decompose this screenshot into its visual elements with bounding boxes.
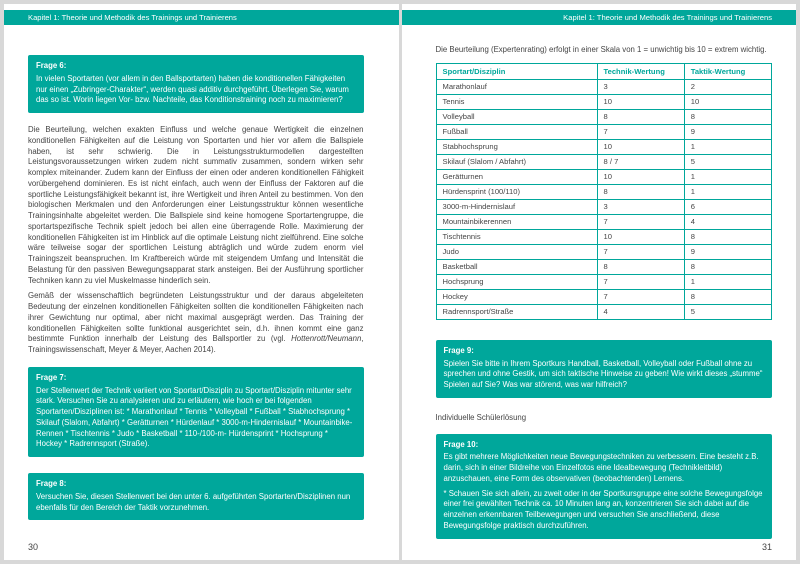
cell-sportart: Hochsprung xyxy=(436,274,597,289)
frage-10-text-2: * Schauen Sie sich allein, zu zweit oder in der Sportkursgruppe eine solche Bewegungsfolge einer frei gewählten Technik ca. 10 Minuten lang an, konzentrieren Sie sich dabei auf die einzelnen erkennbaren Teilbewegungen und versuchen Sie anschließend, diese Bewegungsfolge praktisch durchzuführen. xyxy=(443,488,763,530)
frage-10-box xyxy=(436,434,773,539)
cell-sportart: Judo xyxy=(436,244,597,259)
cell-taktik-wertung: 9 xyxy=(684,244,771,259)
cell-technik-wertung: 8 / 7 xyxy=(597,154,684,169)
chapter-header-bar-right xyxy=(402,10,797,25)
page-30 xyxy=(4,4,399,560)
frage-6-text: In vielen Sportarten (vor allem in den Ballsportarten) haben die konditionellen Fähigkeiten nur einen „Zubringer-Charakter“, werden quasi additiv durchgeführt. Überlegen Sie, warum das so ist. Worin liegen Vor- bzw. Nachteile, das Konditionstraining noch zu maximieren? xyxy=(36,73,349,105)
cell-technik-wertung: 10 xyxy=(597,169,684,184)
frage-9-box xyxy=(436,340,773,398)
table-row xyxy=(436,259,772,274)
cell-sportart: Hürdensprint (100/110) xyxy=(436,184,597,199)
table-row xyxy=(436,169,772,184)
cell-taktik-wertung: 6 xyxy=(684,199,771,214)
table-row xyxy=(436,109,772,124)
cell-sportart: Fußball xyxy=(436,124,597,139)
ratings-table-head xyxy=(436,63,772,79)
frage-7-box xyxy=(28,367,364,457)
chapter-title-right: Kapitel 1: Theorie und Methodik des Trainings und Trainierens xyxy=(563,13,772,22)
page-31 xyxy=(402,4,797,560)
analysis-paragraph: Die Beurteilung, welchen exakten Einfluss und welche genaue Wertigkeit die einzelnen konditionellen Fähigkeiten auf die Leistung von Sportarten und hier vor allem die Ballspiele haben, ist sehr schwierig. Die in Leistungsstrukturmodellen dargestellten Leistungsvoraussetzungen wirken zudem nicht summativ zusammen, sondern wirken sehr komplex miteinander. Zudem kann der Einfluss der einen oder anderen konditionellen Fähigkeit vorübergehend dominieren. Es ist nicht einfach, auch wenn der Einfluss der Faktoren auf die sportliche Leistungsfähigkeit bekannt ist, ihre Wertigkeit und ihren Anteil zu bestimmen. Von den biologischen Merkmalen und den Anforderungen einer Leistungsstruktur können wesentliche Trainingsinhalte abgeleitet werden. Die Ballspiele sind keine homogene Sportartengruppe, die sportartspezifische Technik spielt jedoch bei allen eine überragende Rolle. Maximierung der konditionellen Fähigkeiten ist im Hinblick auf die optimale Leistung nicht zielführend. Eine solche wäre teilweise sogar der sportlichen Leistung abträglich und würde zudem enorm viel Trainingszeit beanspruchen. Im Kraftbereich würde mit steigendem Umfang und Intensität die Belastung für den passiven Bewegungsapparat stark ansteigen. Bei der Ausführung sportlicher Techniken kann zu viel Muskelmasse hinderlich sein. xyxy=(28,125,364,285)
cell-technik-wertung: 7 xyxy=(597,214,684,229)
cell-taktik-wertung: 8 xyxy=(684,289,771,304)
conclusion-text-after-citation: , Trainingswissenschaft, Meyer & Meyer, Aachen 2014). xyxy=(28,334,364,354)
cell-taktik-wertung: 1 xyxy=(684,184,771,199)
table-header-row xyxy=(436,63,772,79)
cell-taktik-wertung: 8 xyxy=(684,259,771,274)
table-row xyxy=(436,274,772,289)
cell-technik-wertung: 7 xyxy=(597,124,684,139)
frage-8-box xyxy=(28,473,364,520)
cell-taktik-wertung: 8 xyxy=(684,229,771,244)
frage-7-text: Der Stellenwert der Technik variiert von Sportart/Disziplin zu Sportart/Disziplin mitunter sehr stark. Versuchen Sie zu analysieren und zu erläutern, wie hoch er bei folgenden Sportarten/Disziplinen ist: * Marathonlauf * Tennis * Volleyball * Fußball * Stabhochsprung * Skilauf (Slalom, Abfahrt) * Gerätturnen * Hürdenlauf * 3000-m-Hindernislauf * Mountainbike-Rennen * Tischtennis * Judo * Basketball * 110-/100-m- Hürdensprint * Hochsprung * Hockey * Radrennsport (Straße). xyxy=(36,385,353,449)
cell-technik-wertung: 10 xyxy=(597,229,684,244)
frage-10-title: Frage 10: xyxy=(443,439,479,449)
cell-sportart: Radrennsport/Straße xyxy=(436,304,597,319)
frage-9-title: Frage 9: xyxy=(443,345,474,355)
table-row xyxy=(436,229,772,244)
cell-technik-wertung: 7 xyxy=(597,289,684,304)
cell-technik-wertung: 10 xyxy=(597,94,684,109)
table-row xyxy=(436,79,772,94)
cell-sportart: Volleyball xyxy=(436,109,597,124)
frage-6-box xyxy=(28,55,364,113)
cell-sportart: Skilauf (Slalom / Abfahrt) xyxy=(436,154,597,169)
cell-taktik-wertung: 2 xyxy=(684,79,771,94)
cell-taktik-wertung: 8 xyxy=(684,109,771,124)
table-row xyxy=(436,244,772,259)
table-row xyxy=(436,214,772,229)
individual-solution-note: Individuelle Schülerlösung xyxy=(435,412,527,422)
cell-sportart: Stabhochsprung xyxy=(436,139,597,154)
ratings-table-body xyxy=(436,79,772,319)
cell-technik-wertung: 3 xyxy=(597,79,684,94)
cell-technik-wertung: 8 xyxy=(597,109,684,124)
page-number-right: 31 xyxy=(761,542,772,552)
chapter-title-left: Kapitel 1: Theorie und Methodik des Trainings und Trainierens xyxy=(28,13,237,22)
table-row xyxy=(436,289,772,304)
cell-sportart: Gerätturnen xyxy=(436,169,597,184)
frage-8-text: Versuchen Sie, diesen Stellenwert bei den unter 6. aufgeführten Sportarten/Disziplinen nun ebenfalls für den Bereich der Taktik vorzunehmen. xyxy=(36,491,351,512)
cell-technik-wertung: 10 xyxy=(597,139,684,154)
cell-technik-wertung: 3 xyxy=(597,199,684,214)
table-row xyxy=(436,139,772,154)
frage-9-text: Spielen Sie bitte in Ihrem Sportkurs Handball, Basketball, Volleyball oder Fußball ohne zu sprechen und ohne Gestik, um sich taktische Hinweise zu geben! Wie wirkt dieses „stumme“ Spielen auf Sie? Was war störend, was war hilfreich? xyxy=(443,358,763,389)
cell-taktik-wertung: 1 xyxy=(684,274,771,289)
table-row xyxy=(436,304,772,319)
column-header-sportart: Sportart/Disziplin xyxy=(436,63,597,79)
cell-taktik-wertung: 9 xyxy=(684,124,771,139)
cell-taktik-wertung: 10 xyxy=(684,94,771,109)
rating-scale-note: Die Beurteilung (Expertenrating) erfolgt in einer Skala von 1 = unwichtig bis 10 = extrem wichtig. xyxy=(435,45,767,54)
chapter-header-bar-left xyxy=(4,10,399,25)
left-page-content xyxy=(4,55,399,520)
table-row xyxy=(436,124,772,139)
cell-technik-wertung: 7 xyxy=(597,244,684,259)
cell-taktik-wertung: 1 xyxy=(684,139,771,154)
citation-authors: Hottenrott/Neumann xyxy=(291,334,362,344)
table-row xyxy=(436,154,772,169)
cell-taktik-wertung: 5 xyxy=(684,304,771,319)
column-header-taktik: Taktik-Wertung xyxy=(684,63,771,79)
table-row xyxy=(436,199,772,214)
cell-taktik-wertung: 5 xyxy=(684,154,771,169)
frage-10-text-1: Es gibt mehrere Möglichkeiten neue Bewegungstechniken zu verbessern. Eine besteht z.B. darin, sich in einer Bildreihe von Einzelfotos eine Idealbewegung (Technikleitbild) anzuschauen, eine Form des observativen (beobachtenden) Lernens. xyxy=(443,452,759,483)
table-row xyxy=(436,184,772,199)
cell-technik-wertung: 8 xyxy=(597,184,684,199)
page-number-left: 30 xyxy=(28,542,39,552)
cell-sportart: Marathonlauf xyxy=(436,79,597,94)
cell-sportart: Basketball xyxy=(436,259,597,274)
cell-taktik-wertung: 1 xyxy=(684,169,771,184)
right-page-content xyxy=(402,45,797,539)
cell-taktik-wertung: 4 xyxy=(684,214,771,229)
frage-7-title: Frage 7: xyxy=(36,372,67,382)
ratings-table xyxy=(436,63,773,320)
cell-sportart: Tennis xyxy=(436,94,597,109)
cell-technik-wertung: 4 xyxy=(597,304,684,319)
table-row xyxy=(436,94,772,109)
conclusion-text-before-citation: Gemäß der wissenschaftlich begründeten Leistungsstruktur und der daraus abgeleiteten Bedeutung der einzelnen konditionellen Fähigkeiten sollten die konditionellen Fähigkeiten nach ihrer Gewichtung nur optimal, aber nicht maximal ausgeprägt werden. Das Training der konditionellen Fähigkeiten sollte funktional ausgerichtet sein, d.h. ihnen kommt eine ganz bestimmte Funktion innerhalb der Leistung des Ballsportler zu (vgl. xyxy=(28,291,364,344)
column-header-technik: Technik-Wertung xyxy=(597,63,684,79)
cell-sportart: Hockey xyxy=(436,289,597,304)
frage-8-title: Frage 8: xyxy=(36,479,67,488)
conclusion-paragraph xyxy=(28,291,364,356)
cell-sportart: Mountainbikerennen xyxy=(436,214,597,229)
cell-sportart: 3000-m-Hindernislauf xyxy=(436,199,597,214)
cell-sportart: Tischtennis xyxy=(436,229,597,244)
cell-technik-wertung: 7 xyxy=(597,274,684,289)
cell-technik-wertung: 8 xyxy=(597,259,684,274)
frage-6-title: Frage 6: xyxy=(36,61,67,70)
